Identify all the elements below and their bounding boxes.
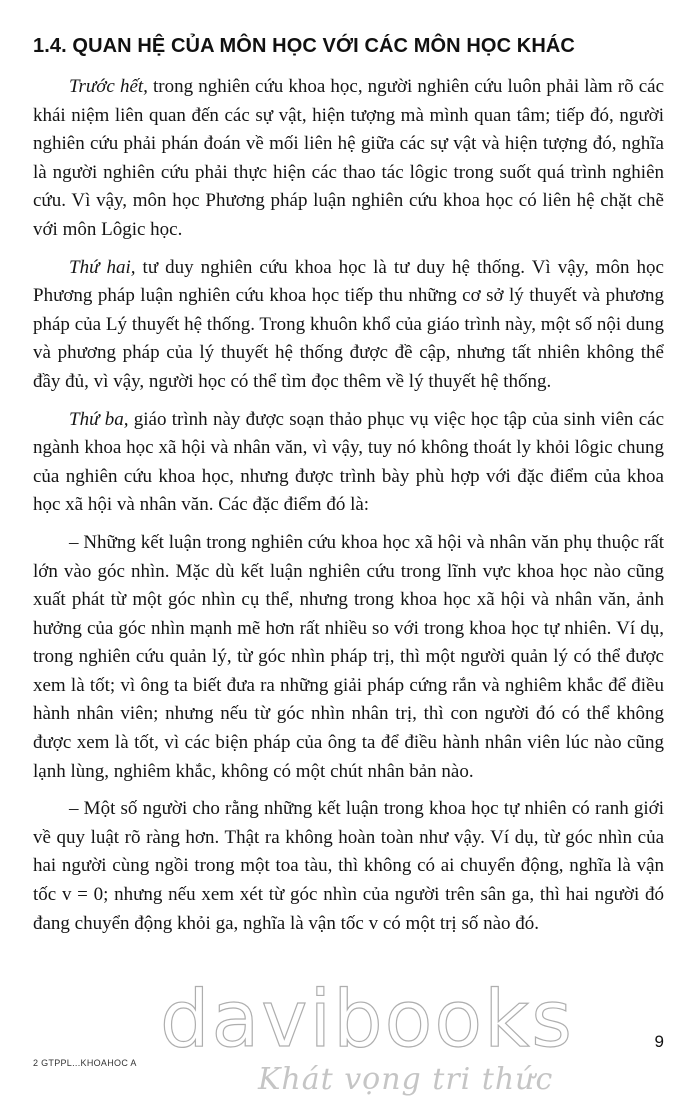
paragraph-5-text: – Một số người cho rằng những kết luận trong khoa học tự nhiên có ranh giới về quy luật rõ ràng hơn. Thật ra không hoàn toàn như vậy. Ví dụ, từ góc nhìn của hai người cùng ngồi trong một toa tàu, thì không có ai chuyển động, nghĩa là vận tốc v = 0; nhưng nếu xem xét từ góc nhìn của người trên sân ga, thì hai người đó đang chuyển động khỏi ga, nghĩa là vận tốc v có một trị số nào đó.	[33, 798, 664, 934]
paragraph-4-text: – Những kết luận trong nghiên cứu khoa học xã hội và nhân văn phụ thuộc rất lớn vào góc nhìn. Mặc dù kết luận nghiên cứu trong lĩnh vực khoa học nào cũng xuất phát từ một góc nhìn cụ thể, nhưng trong khoa học xã hội và nhân văn, ảnh hưởng của góc nhìn mạnh mẽ hơn rất nhiều so với trong khoa học tự nhiên. Ví dụ, trong nghiên cứu quản lý, từ góc nhìn pháp trị, thì một người quản lý có thể được xem là tốt; vì ông ta biết đưa ra những giải pháp cứng rắn và nghiêm khắc để điều hành nhân viên; nhưng nếu từ góc nhìn nhân trị, thì con người đó có thể không được xem là tốt, vì các biện pháp của ông ta để điều hành nhân viên lúc nào cũng lạnh lùng, nghiêm khắc, không có một chút nhân bản nào.	[33, 531, 664, 782]
watermark-tagline: Khát vọng tri thức	[258, 1062, 554, 1097]
footer-code: 2 GTPPL...KHOAHOC A	[33, 1058, 137, 1068]
watermark-brand: davibooks	[160, 975, 574, 1065]
paragraph-1	[33, 73, 664, 245]
paragraph-1-lead: Trước hết,	[69, 76, 148, 97]
paragraph-2-text: tư duy nghiên cứu khoa học là tư duy hệ thống. Vì vậy, môn học Phương pháp luận nghiên cứu khoa học tiếp thu những cơ sở lý thuyết và phương pháp của Lý thuyết hệ thống. Trong khuôn khổ của giáo trình này, một số nội dung và phương pháp của lý thuyết hệ thống được đề cập, nhưng tất nhiên không thể đầy đủ, vì vậy, người học có thể tìm đọc thêm về lý thuyết hệ thống.	[33, 256, 664, 392]
page-number: 9	[654, 1032, 664, 1051]
paragraph-5	[33, 795, 664, 938]
paragraph-3-lead: Thứ ba,	[69, 408, 129, 430]
paragraph-3	[33, 406, 664, 520]
paragraph-3-text: giáo trình này được soạn thảo phục vụ việc học tập của sinh viên các ngành khoa học xã hội và nhân văn, vì vậy, tuy nó không thoát ly khỏi lôgic chung của nghiên cứu khoa học, nhưng được trình bày phù hợp với đặc điểm của khoa học xã hội và nhân văn. Các đặc điểm đó là:	[33, 408, 664, 516]
section-heading: 1.4. QUAN HỆ CỦA MÔN HỌC VỚI CÁC MÔN HỌC KHÁC	[33, 35, 575, 57]
paragraph-2-lead: Thứ hai,	[69, 256, 136, 278]
body-text	[33, 73, 664, 947]
paragraph-2	[33, 254, 664, 397]
paragraph-1-text: trong nghiên cứu khoa học, người nghiên cứu luôn phải làm rõ các khái niệm liên quan đến các sự vật, hiện tượng mà mình quan tâm; tiếp đó, người nghiên cứu phải phán đoán về mối liên hệ giữa các sự vật và hiện tượng đó, nghĩa là người nghiên cứu phải thực hiện các thao tác lôgic trong suốt quá trình nghiên cứu. Vì vậy, môn học Phương pháp luận nghiên cứu khoa học có liên hệ chặt chẽ với môn Lôgic học.	[33, 76, 665, 240]
paragraph-4	[33, 529, 664, 786]
